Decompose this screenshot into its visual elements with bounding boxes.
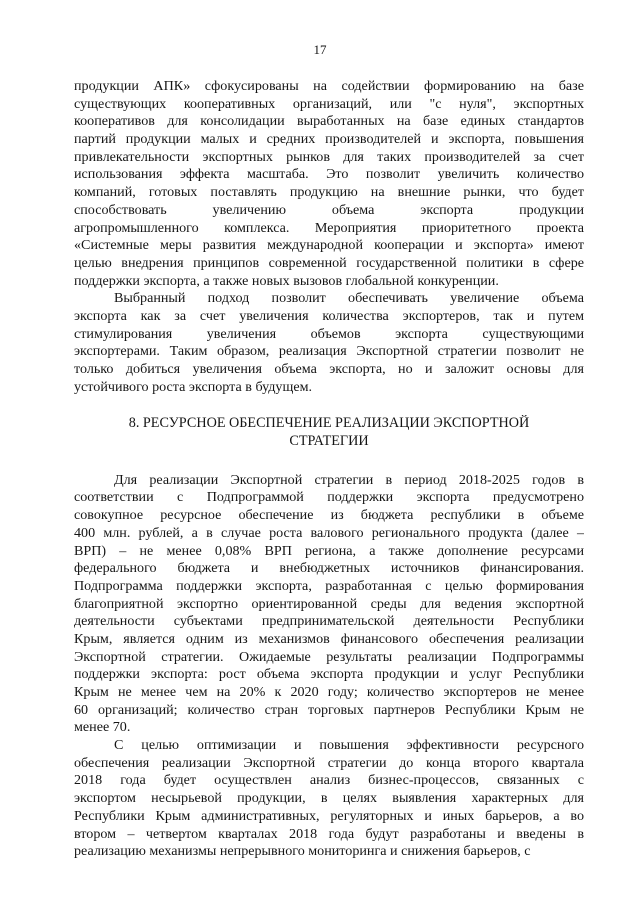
- text-line: экспортерами. Таким образом, реализация Экспортной стратегии позволит не: [74, 343, 584, 360]
- text-line: благоприятной экспортно ориентированной среды для ведения экспортной: [74, 595, 584, 612]
- top-paragraphs: [74, 78, 584, 396]
- text-line: соответствии с Подпрограммой поддержки экспорта предусмотрено: [74, 489, 584, 506]
- text-line: обеспечения реализации Экспортной стратегии до конца второго квартала: [74, 754, 584, 771]
- paragraph-p1: [74, 78, 584, 290]
- text-line: Выбранный подход позволит обеспечивать увеличение объема: [114, 290, 584, 307]
- text-line: стимулирования увеличения объемов экспорта существующими: [74, 325, 584, 342]
- text-line: Для реализации Экспортной стратегии в период 2018-2025 годов в: [114, 471, 584, 488]
- text-line: экспортом несырьевой продукции, в целях выявления характерных для: [74, 790, 584, 807]
- text-line: целью внедрения принципов современной государственной политики в сфере: [74, 254, 584, 271]
- bottom-paragraphs: [74, 472, 584, 861]
- text-line: 2018 года будет осуществлен анализ бизнес-процессов, связанных с: [74, 772, 584, 789]
- text-line: втором – четвертом кварталах 2018 года будут разработаны и введены в: [74, 825, 584, 842]
- text-line: 400 млн. рублей, а в случае роста валового регионального продукта (далее –: [74, 524, 584, 541]
- text-line: компаний, готовых поставлять продукцию на внешние рынки, что будет: [74, 184, 584, 201]
- text-line: Крым, является одним из механизмов финансового обеспечения реализации: [74, 630, 584, 647]
- text-line: поддержки экспорта, а также новых вызовов глобальной конкуренции.: [74, 272, 499, 289]
- text-line: деятельности субъектами предпринимательской деятельности Республики: [74, 613, 584, 630]
- text-line: поддержки экспорта: рост объема экспорта продукции и услуг Республики: [74, 666, 584, 683]
- document-body: [74, 78, 584, 861]
- text-line: ВРП) – не менее 0,08% ВРП региона, а также дополнение ресурсами: [74, 542, 584, 559]
- text-line: федерального бюджета и внебюджетных источников финансирования.: [74, 560, 584, 577]
- text-line: Крым не менее чем на 20% к 2020 году; количество экспортеров не менее: [74, 684, 584, 700]
- text-line: «Системные меры развития международной кооперации и экспорта» имеют: [74, 237, 584, 254]
- text-line: Подпрограмма поддержки экспорта, разработанная с целью формирования: [74, 577, 584, 594]
- text-line: совокупное ресурсное обеспечение из бюджета республики в объеме: [74, 507, 584, 524]
- text-line: только добиться увеличения объема экспорта, но и заложит основы для: [74, 361, 584, 377]
- text-line: Республики Крым административных, регуляторных и иных барьеров, а во: [74, 807, 584, 824]
- paragraph-p4: [74, 737, 584, 861]
- text-line: кооперативов для консолидации выработанных на базе единых стандартов: [74, 113, 584, 130]
- paragraph-p3: [74, 472, 584, 737]
- paragraph-p2: [74, 290, 584, 396]
- text-line: С целью оптимизации и повышения эффективности ресурсного: [114, 737, 584, 754]
- text-line: реализацию механизмы непрерывного мониторинга и снижения барьеров, с: [74, 843, 531, 860]
- text-line: партий продукции малых и средних производителей и экспорта, повышения: [74, 131, 584, 148]
- text-line: продукции АПК» сфокусированы на содействии формированию на базе: [74, 78, 584, 94]
- text-line: экспорта как за счет увеличения количества экспортеров, так и путем: [74, 307, 584, 324]
- text-line: 60 организаций; количество стран торговых партнеров Республики Крым не: [74, 701, 584, 718]
- section-heading: [74, 415, 584, 450]
- text-line: Экспортной стратегии. Ожидаемые результаты реализации Подпрограммы: [74, 648, 584, 665]
- text-line: устойчивого роста экспорта в будущем.: [74, 378, 313, 395]
- text-line: способствовать увеличению объема экспорта продукции: [74, 201, 584, 218]
- text-line: привлекательности экспортных рынков для таких производителей за счет: [74, 148, 584, 165]
- text-line: менее 70.: [74, 719, 131, 736]
- page-number: 17: [313, 42, 327, 57]
- section-heading-line-2: СТРАТЕГИИ: [289, 433, 369, 450]
- text-line: агропромышленного комплекса. Мероприятия приоритетного проекта: [74, 219, 584, 236]
- text-line: существующих кооперативных организаций, или "с нуля", экспортных: [74, 95, 584, 112]
- section-heading-line-1: 8. РЕСУРСНОЕ ОБЕСПЕЧЕНИЕ РЕАЛИЗАЦИИ ЭКСПОРТНОЙ: [128, 415, 530, 432]
- text-line: использования эффекта масштаба. Это позволит увеличить количество: [74, 166, 584, 183]
